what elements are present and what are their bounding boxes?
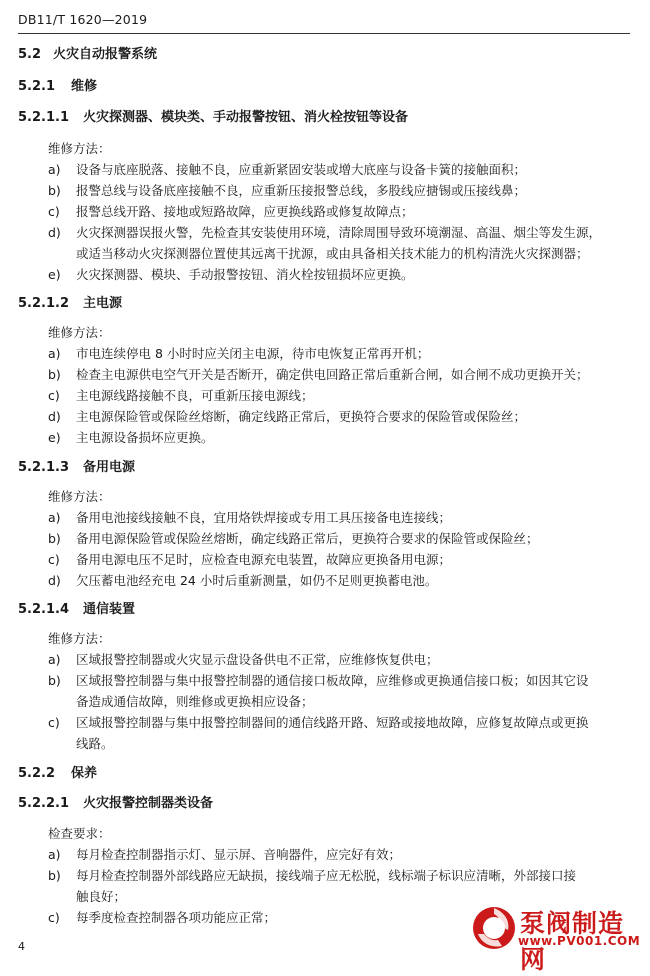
section-title: 备用电源 [83, 460, 136, 475]
item-text: 检查主电源供电空气开关是否断开，确定供电回路正常后重新合闸，如合闸不成功更换开关； [76, 367, 589, 382]
section-number: 5.2 [18, 47, 42, 62]
list-item [48, 388, 314, 404]
section-number: 5.2.1.2 [18, 296, 69, 311]
list-item [48, 346, 429, 362]
item-label: e) [48, 430, 61, 445]
list-item [48, 552, 451, 568]
list-item [48, 868, 576, 884]
list-item [48, 204, 414, 220]
item-text: 报警总线与设备底座接触不良，应重新压接报警总线，多股线应搪锡或压接线鼻； [76, 183, 527, 198]
section-heading [18, 110, 408, 126]
item-text: 欠压蓄电池经充电 24 小时后重新测量，如仍不足则更换蓄电池。 [76, 573, 438, 588]
section-title: 主电源 [83, 296, 123, 311]
section-number: 5.2.2 [18, 766, 56, 781]
watermark-logo-icon [470, 904, 518, 952]
section-heading [18, 602, 135, 618]
section-title: 通信装置 [83, 602, 136, 617]
list-item [48, 847, 401, 863]
list-item [48, 267, 414, 283]
section-heading [18, 47, 157, 63]
section-number: 5.2.2.1 [18, 796, 69, 811]
section-title: 保养 [71, 766, 98, 781]
document-id: DB11/T 1620—2019 [18, 12, 148, 27]
item-label: d) [48, 409, 61, 424]
watermark [470, 902, 645, 974]
item-label: b) [48, 868, 61, 883]
list-item-continuation: 或适当移动火灾探测器位置使其远离干扰源，或由具备相关技术能力的机构清洗火灾探测器； [76, 246, 589, 261]
item-label: a) [48, 510, 61, 525]
item-text: 设备与底座脱落、接触不良，应重新紧固安装或增大底座与设备卡簧的接触面积； [76, 162, 527, 177]
item-text: 备用电源保险管或保险丝熔断，确定线路正常后，更换符合要求的保险管或保险丝； [76, 531, 539, 546]
method-intro: 维修方法： [48, 325, 111, 340]
section-title: 维修 [71, 79, 98, 94]
item-label: c) [48, 552, 60, 567]
item-label: c) [48, 715, 60, 730]
item-label: c) [48, 388, 60, 403]
item-label: e) [48, 267, 61, 282]
section-heading [18, 796, 213, 812]
item-text: 备用电池接线接触不良，宜用烙铁焊接或专用工具压接备电连接线； [76, 510, 452, 525]
list-item [48, 183, 526, 199]
item-label: a) [48, 652, 61, 667]
section-number: 5.2.1.1 [18, 110, 69, 125]
item-label: a) [48, 162, 61, 177]
item-text: 区域报警控制器与集中报警控制器间的通信线路开路、短路或接地故障，应修复故障点或更换 [76, 715, 589, 730]
item-label: b) [48, 183, 61, 198]
list-item [48, 510, 451, 526]
item-label: b) [48, 531, 61, 546]
method-intro: 维修方法： [48, 489, 111, 504]
item-label: d) [48, 573, 61, 588]
item-text: 每季度检查控制器各项功能应正常； [76, 910, 277, 925]
item-text: 主电源线路接触不良，可重新压接电源线； [76, 388, 314, 403]
item-label: c) [48, 204, 60, 219]
section-number: 5.2.1.3 [18, 460, 69, 475]
section-heading [18, 766, 97, 782]
section-title: 火灾探测器、模块类、手动报警按钮、消火栓按钮等设备 [83, 110, 409, 125]
list-item [48, 367, 589, 383]
item-label: d) [48, 225, 61, 240]
method-intro: 维修方法： [48, 141, 111, 156]
item-label: a) [48, 346, 61, 361]
method-intro: 维修方法： [48, 631, 111, 646]
item-text: 火灾探测器、模块、手动报警按钮、消火栓按钮损坏应更换。 [76, 267, 414, 282]
list-item [48, 573, 437, 589]
list-item [48, 430, 214, 446]
section-number: 5.2.1 [18, 79, 56, 94]
list-item [48, 652, 439, 668]
item-label: b) [48, 673, 61, 688]
item-label: c) [48, 910, 60, 925]
item-text: 每月检查控制器外部线路应无缺损，接线端子应无松脱，线标端子标识应清晰，外部接口接 [76, 868, 577, 883]
item-text: 主电源保险管或保险丝熔断，确定线路正常后，更换符合要求的保险管或保险丝； [76, 409, 527, 424]
item-text: 区域报警控制器与集中报警控制器的通信接口板故障，应维修或更换通信接口板；如因其它设 [76, 673, 589, 688]
watermark-url: www.PV001.COM [518, 934, 641, 948]
list-item-continuation: 触良好； [76, 889, 127, 904]
item-label: a) [48, 847, 61, 862]
list-item [48, 673, 589, 689]
section-number: 5.2.1.4 [18, 602, 69, 617]
section-title: 火灾自动报警系统 [53, 47, 158, 62]
section-heading [18, 79, 97, 95]
item-text: 火灾探测器误报火警，先检查其安装使用环境，清除周围导致环境潮湿、高温、烟尘等发生源， [76, 225, 602, 240]
list-item [48, 409, 526, 425]
item-text: 市电连续停电 8 小时时应关闭主电源，待市电恢复正常再开机； [76, 346, 430, 361]
list-item [48, 225, 601, 241]
item-text: 备用电源电压不足时，应检查电源充电装置，故障应更换备用电源； [76, 552, 452, 567]
list-item-continuation: 线路。 [76, 736, 114, 751]
page-number: 4 [18, 940, 25, 953]
watermark-title: 泵阀制造网 [520, 909, 625, 974]
section-title: 火灾报警控制器类设备 [83, 796, 214, 811]
section-heading [18, 460, 135, 476]
list-item [48, 162, 526, 178]
list-item [48, 715, 589, 731]
item-label: b) [48, 367, 61, 382]
header-rule [18, 33, 630, 34]
item-text: 主电源设备损坏应更换。 [76, 430, 214, 445]
section-heading [18, 296, 122, 312]
item-text: 每月检查控制器指示灯、显示屏、音响器件，应完好有效； [76, 847, 402, 862]
item-text: 区域报警控制器或火灾显示盘设备供电不正常，应维修恢复供电； [76, 652, 439, 667]
list-item [48, 531, 539, 547]
item-text: 报警总线开路、接地或短路故障，应更换线路或修复故障点； [76, 204, 414, 219]
list-item-continuation: 备造成通信故障，则维修或更换相应设备； [76, 694, 314, 709]
method-intro: 检查要求： [48, 826, 111, 841]
list-item [48, 910, 276, 926]
